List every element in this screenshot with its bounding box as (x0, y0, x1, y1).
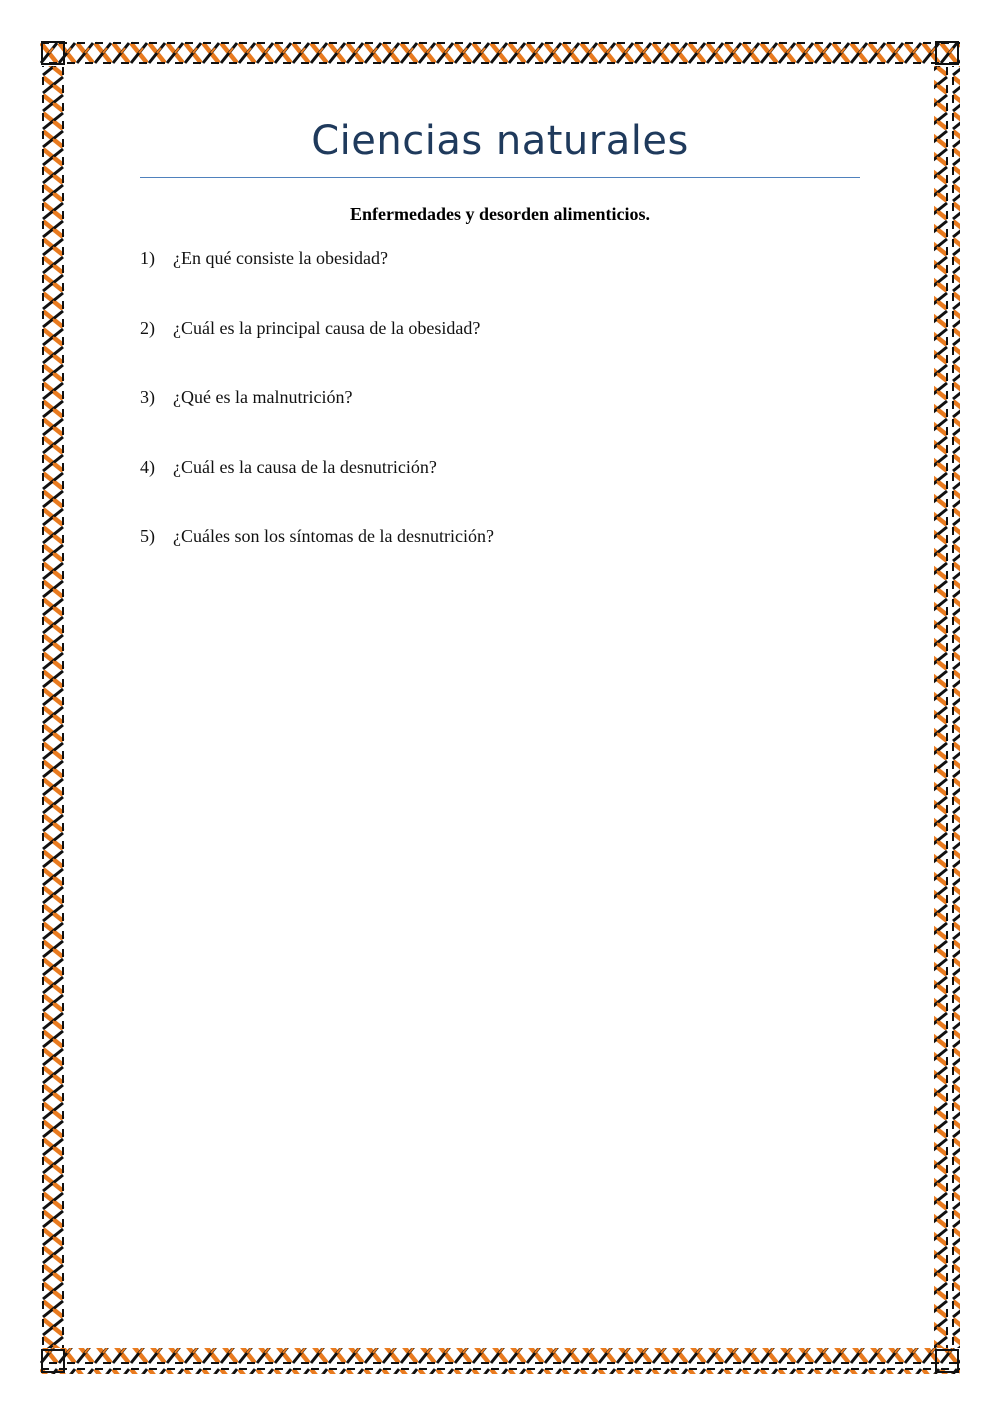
page-title: Ciencias naturales (311, 118, 689, 164)
question-text: ¿Cuáles son los síntomas de la desnutrición? (173, 526, 494, 546)
question-number: 3) (140, 387, 155, 407)
question-item (140, 455, 860, 525)
section-subtitle: Enfermedades y desorden alimenticios. (350, 204, 650, 224)
decorative-knot-border (40, 40, 960, 1374)
question-text: ¿En qué consiste la obesidad? (173, 248, 388, 268)
question-number: 1) (140, 248, 155, 268)
question-item (140, 524, 860, 594)
question-number: 5) (140, 526, 155, 546)
question-item (140, 316, 860, 386)
title-underline-divider (140, 177, 860, 178)
question-item (140, 246, 860, 316)
question-item (140, 385, 860, 455)
question-number: 2) (140, 317, 155, 338)
question-number: 4) (140, 456, 155, 477)
question-list (140, 246, 860, 594)
question-text: ¿Cuál es la principal causa de la obesidad? (173, 317, 481, 338)
question-text: ¿Qué es la malnutrición? (173, 387, 353, 407)
question-text: ¿Cuál es la causa de la desnutrición? (173, 456, 437, 477)
